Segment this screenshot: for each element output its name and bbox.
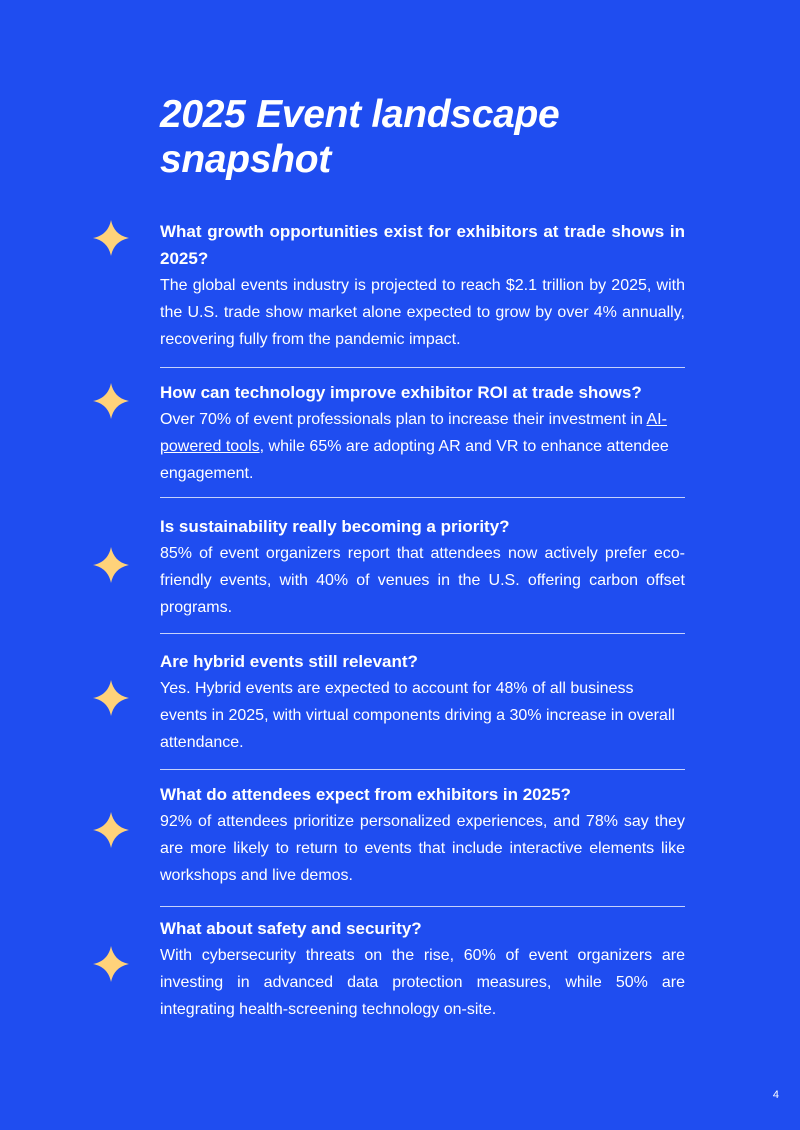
faq-item-growth xyxy=(160,218,685,353)
faq-answer: With cybersecurity threats on the rise, 60% of event organizers are investing in advanced data protection measures, while 50% are integrating health-screening technology on-site. xyxy=(160,947,685,1018)
answer-text: , while 65% are adopting AR and VR to enhance attendee engagement. xyxy=(160,438,669,482)
sparkle-icon xyxy=(93,680,129,716)
ai-powered-tools-link[interactable]: AI-powered tools xyxy=(160,411,667,455)
divider xyxy=(160,906,685,907)
faq-item-safety xyxy=(160,915,685,1023)
divider xyxy=(160,633,685,634)
faq-answer: Yes. Hybrid events are expected to account for 48% of all business events in 2025, with virtual components driving a 30% increase in overall attendance. xyxy=(160,680,675,751)
faq-answer: 85% of event organizers report that attendees now actively prefer eco-friendly events, with 40% of venues in the U.S. offering carbon offset programs. xyxy=(160,545,685,616)
faq-item-technology xyxy=(160,379,685,487)
page-title: 2025 Event landscape snapshot xyxy=(160,93,560,181)
faq-answer: The global events industry is projected to reach $2.1 trillion by 2025, with the U.S. trade show market alone expected to grow by over 4% annually, recovering fully from the pandemic impact. xyxy=(160,277,685,348)
answer-text: Over 70% of event professionals plan to increase their investment in xyxy=(160,411,647,428)
faq-item-hybrid xyxy=(160,648,685,756)
sparkle-icon xyxy=(93,946,129,982)
divider xyxy=(160,367,685,368)
faq-question: What do attendees expect from exhibitors in 2025? xyxy=(160,785,571,804)
faq-question: How can technology improve exhibitor ROI at trade shows? xyxy=(160,383,642,402)
faq-answer: 92% of attendees prioritize personalized experiences, and 78% say they are more likely to return to events that include interactive elements like workshops and live demos. xyxy=(160,813,685,884)
faq-question: Is sustainability really becoming a priority? xyxy=(160,517,510,536)
faq-item-sustainability xyxy=(160,513,685,621)
sparkle-icon xyxy=(93,812,129,848)
divider xyxy=(160,769,685,770)
faq-answer xyxy=(160,406,685,487)
faq-question: Are hybrid events still relevant? xyxy=(160,652,418,671)
sparkle-icon xyxy=(93,547,129,583)
page-number: 4 xyxy=(772,1089,779,1101)
divider xyxy=(160,497,685,498)
faq-question: What growth opportunities exist for exhibitors at trade shows in 2025? xyxy=(160,222,685,268)
faq-question: What about safety and security? xyxy=(160,919,422,938)
sparkle-icon xyxy=(93,220,129,256)
faq-item-attendees xyxy=(160,781,685,889)
sparkle-icon xyxy=(93,383,129,419)
